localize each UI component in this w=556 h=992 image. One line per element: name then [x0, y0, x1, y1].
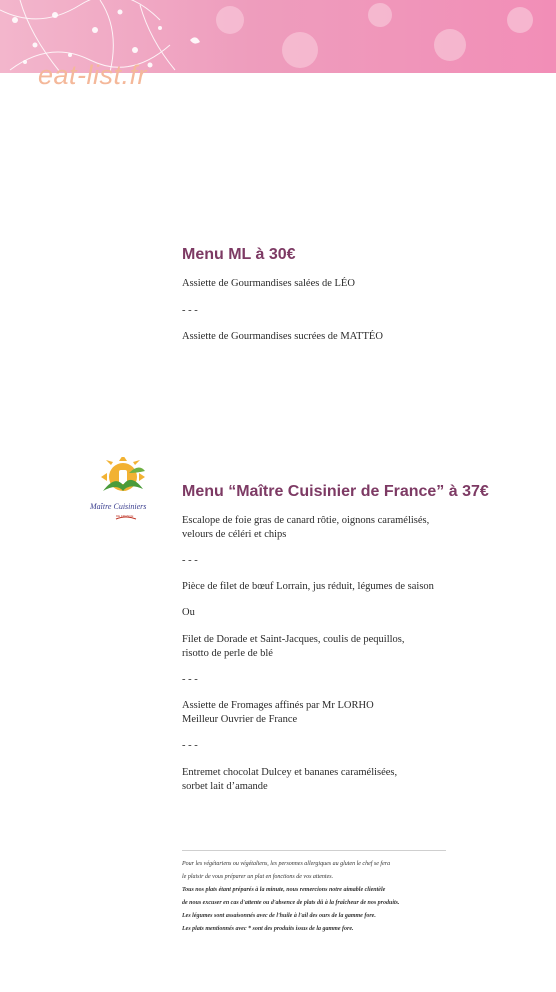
footnote: Tous nos plats étant préparés à la minute, nous remercions notre aimable clientèle [182, 887, 386, 893]
logo-text: Maître Cuisiniers [90, 502, 147, 511]
menu-mcf-line: Entremet chocolat Dulcey et bananes caramélisées, [182, 767, 398, 778]
menu-mcf-separator: - - - [182, 674, 198, 685]
menu-mcf-line: Assiette de Fromages affinés par Mr LORHO [182, 700, 374, 711]
menu-ml-title: Menu ML à 30€ [182, 246, 296, 263]
footnote: Pour les végétariens ou végétaliens, les personnes allergiques au gluten le chef se fera [182, 861, 391, 867]
menu-mcf-line: risotto de perle de blé [182, 648, 273, 659]
menu-mcf-line: Ou [182, 607, 195, 618]
site-watermark: eat-list.fr [38, 60, 148, 90]
menu-mcf-line: Filet de Dorade et Saint-Jacques, coulis de pequillos, [182, 634, 405, 645]
menu-ml-line: Assiette de Gourmandises salées de LÉO [182, 278, 355, 289]
footnote: Les légumes sont assaisonnés avec de l'huile à l'ail des ours de la gamme fore. [182, 913, 376, 919]
menu-mcf-line: Escalope de foie gras de canard rôtie, oignons caramélisés, [182, 515, 430, 526]
footnote: le plaisir de vous préparer un plat en fonctions de vos attentes. [182, 874, 334, 880]
footnote-divider [182, 850, 446, 851]
menu-mcf-line: sorbet lait d’amande [182, 781, 268, 792]
logo-subtext: DE FRANCE [116, 514, 134, 518]
menu-mcf-line: Meilleur Ouvrier de France [182, 714, 298, 725]
footnote: de nous excuser en cas d'attente ou d'absence de plats dû à la fraîcheur de nos produits. [182, 900, 400, 906]
menu-ml-line: Assiette de Gourmandises sucrées de MATTÉO [182, 331, 383, 342]
menu-mcf-separator: - - - [182, 740, 198, 751]
menu-mcf-line: Pièce de filet de bœuf Lorrain, jus réduit, légumes de saison [182, 581, 434, 592]
menu-ml-separator: - - - [182, 305, 198, 316]
menu-mcf-separator: - - - [182, 555, 198, 566]
menu-mcf-line: velours de céléri et chips [182, 529, 287, 540]
menu-mcf-title: Menu “Maître Cuisinier de France” à 37€ [182, 483, 489, 500]
maitre-cuisiniers-logo [86, 457, 162, 527]
footnote: Les plats mentionnés avec * sont des produits issus de la gamme fore. [182, 926, 354, 932]
